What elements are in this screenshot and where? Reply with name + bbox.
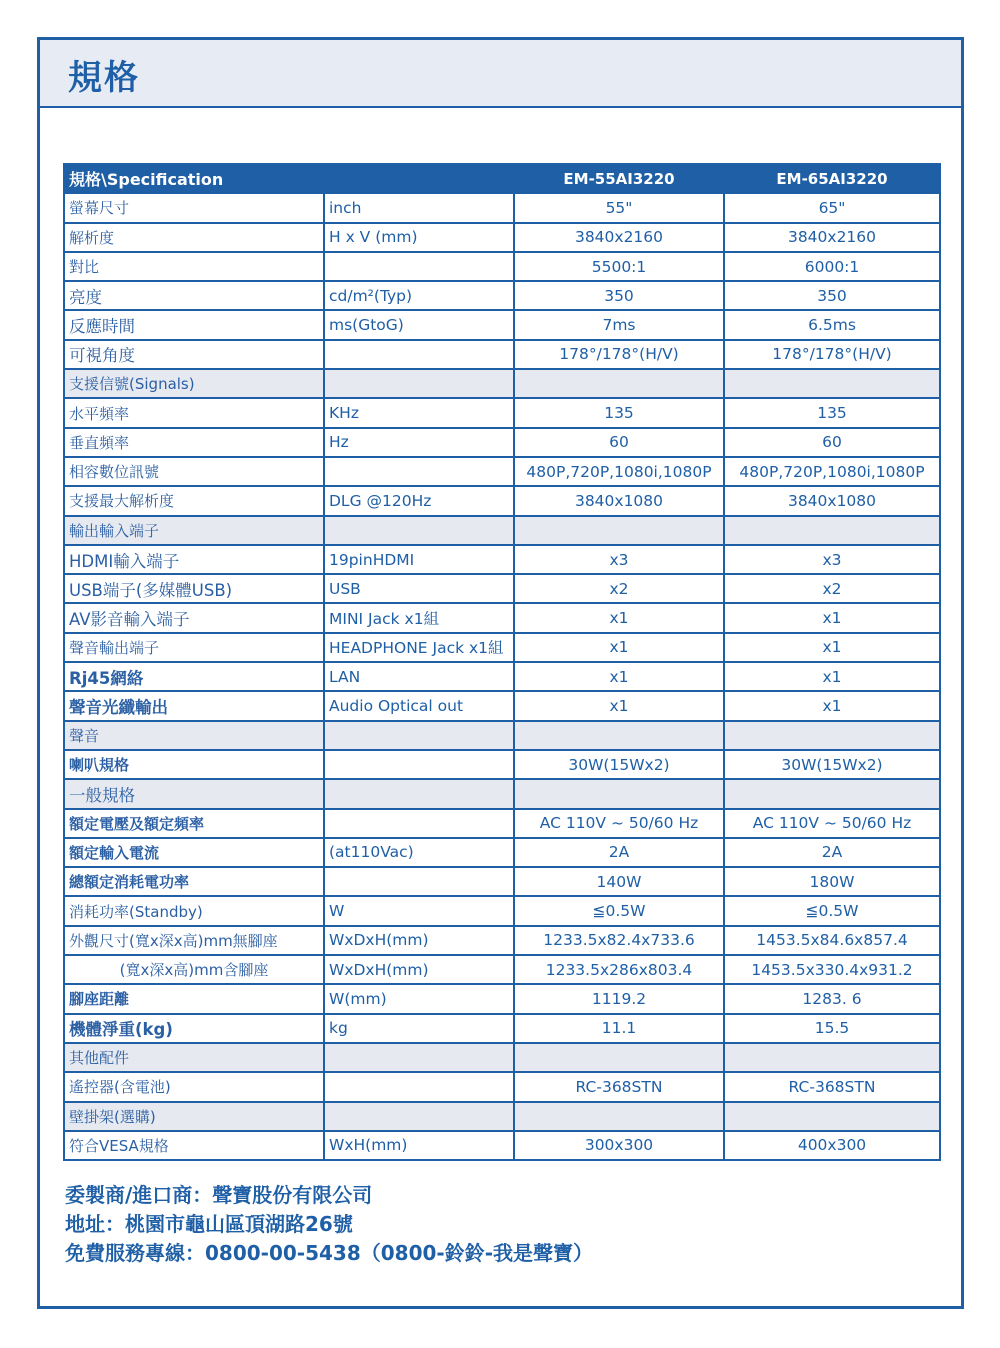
spec-value-65: 180W <box>724 867 940 896</box>
spec-value-65: 480P,720P,1080i,1080P <box>724 457 940 486</box>
spec-unit: WxDxH(mm) <box>324 955 514 984</box>
spec-value-65: 2A <box>724 838 940 867</box>
spec-value-55: AC 110V ~ 50/60 Hz <box>514 809 724 838</box>
table-row <box>64 516 940 545</box>
spec-value-65: 15.5 <box>724 1014 940 1043</box>
spec-unit: W <box>324 896 514 925</box>
spec-value-55: 11.1 <box>514 1014 724 1043</box>
spec-value-65 <box>724 1102 940 1131</box>
spec-value-65: x2 <box>724 574 940 603</box>
spec-unit: H x V (mm) <box>324 223 514 252</box>
spec-label: 消耗功率(Standby) <box>64 896 324 925</box>
spec-value-65: ≦0.5W <box>724 896 940 925</box>
spec-value-55: x1 <box>514 603 724 632</box>
spec-value-65: 350 <box>724 281 940 310</box>
spec-label: 一般規格 <box>64 779 324 808</box>
table-row <box>64 721 940 750</box>
spec-value-55: ≦0.5W <box>514 896 724 925</box>
spec-unit: cd/m²(Typ) <box>324 281 514 310</box>
spec-unit <box>324 369 514 398</box>
spec-value-55: 55" <box>514 193 724 222</box>
spec-label: 遙控器(含電池) <box>64 1072 324 1101</box>
spec-value-65: 3840x2160 <box>724 223 940 252</box>
spec-label: Rj45網絡 <box>64 662 324 691</box>
table-row <box>64 838 940 867</box>
spec-value-65 <box>724 1043 940 1072</box>
spec-label: 聲音輸出端子 <box>64 633 324 662</box>
table-row <box>64 926 940 955</box>
spec-label: 垂直頻率 <box>64 428 324 457</box>
spec-value-55: 30W(15Wx2) <box>514 750 724 779</box>
spec-unit: W(mm) <box>324 984 514 1013</box>
spec-value-65 <box>724 779 940 808</box>
spec-label: 支援最大解析度 <box>64 486 324 515</box>
table-row <box>64 281 940 310</box>
spec-value-55: x2 <box>514 574 724 603</box>
header-model-55: EM-55AI3220 <box>514 164 724 193</box>
spec-unit <box>324 809 514 838</box>
address-line: 地址：桃園市龜山區頂湖路26號 <box>65 1212 353 1236</box>
table-row <box>64 633 940 662</box>
spec-value-65: 178°/178°(H/V) <box>724 340 940 369</box>
spec-value-55: 300x300 <box>514 1131 724 1160</box>
table-row <box>64 310 940 339</box>
spec-value-65: 1283. 6 <box>724 984 940 1013</box>
table-row <box>64 369 940 398</box>
spec-value-55 <box>514 1102 724 1131</box>
spec-unit: (at110Vac) <box>324 838 514 867</box>
spec-value-65: x1 <box>724 603 940 632</box>
header-spec: 規格\Specification <box>64 164 324 193</box>
manufacturer-line: 委製商/進口商：聲寶股份有限公司 <box>65 1183 373 1207</box>
spec-label: 聲音 <box>64 721 324 750</box>
spec-value-55 <box>514 721 724 750</box>
spec-unit <box>324 457 514 486</box>
spec-unit: kg <box>324 1014 514 1043</box>
spec-value-55: 3840x2160 <box>514 223 724 252</box>
table-row <box>64 809 940 838</box>
spec-value-65: x3 <box>724 545 940 574</box>
table-row <box>64 486 940 515</box>
table-row <box>64 984 940 1013</box>
spec-unit: WxH(mm) <box>324 1131 514 1160</box>
table-row <box>64 955 940 984</box>
spec-value-65: 60 <box>724 428 940 457</box>
spec-unit: LAN <box>324 662 514 691</box>
spec-value-55: 350 <box>514 281 724 310</box>
table-row <box>64 428 940 457</box>
spec-label: 壁掛架(選購) <box>64 1102 324 1131</box>
spec-value-55: 135 <box>514 398 724 427</box>
spec-value-55: x1 <box>514 691 724 720</box>
table-row <box>64 252 940 281</box>
spec-label: 輸出輸入端子 <box>64 516 324 545</box>
spec-unit: KHz <box>324 398 514 427</box>
spec-value-55: x1 <box>514 662 724 691</box>
header-model-65: EM-65AI3220 <box>724 164 940 193</box>
spec-value-65: 65" <box>724 193 940 222</box>
spec-unit <box>324 516 514 545</box>
spec-label: AV影音輸入端子 <box>64 603 324 632</box>
spec-label: 反應時間 <box>64 310 324 339</box>
spec-unit <box>324 1072 514 1101</box>
spec-table <box>63 163 941 1161</box>
spec-unit: Audio Optical out <box>324 691 514 720</box>
spec-label: 腳座距離 <box>64 984 324 1013</box>
table-row <box>64 193 940 222</box>
spec-value-55: 7ms <box>514 310 724 339</box>
spec-unit: USB <box>324 574 514 603</box>
table-header-row <box>64 164 940 193</box>
spec-label: 亮度 <box>64 281 324 310</box>
spec-value-55 <box>514 779 724 808</box>
spec-label: 總額定消耗電功率 <box>64 867 324 896</box>
spec-label: 外觀尺寸(寬x深x高)mm無腳座 <box>64 926 324 955</box>
spec-value-65: 3840x1080 <box>724 486 940 515</box>
spec-value-55: RC-368STN <box>514 1072 724 1101</box>
spec-unit <box>324 252 514 281</box>
title-bar <box>40 40 961 108</box>
spec-value-55 <box>514 369 724 398</box>
table-row <box>64 750 940 779</box>
table-row <box>64 1043 940 1072</box>
spec-value-55: 480P,720P,1080i,1080P <box>514 457 724 486</box>
spec-value-65: x1 <box>724 633 940 662</box>
spec-value-65: RC-368STN <box>724 1072 940 1101</box>
spec-label: 相容數位訊號 <box>64 457 324 486</box>
spec-value-65: x1 <box>724 662 940 691</box>
spec-label: 額定電壓及額定頻率 <box>64 809 324 838</box>
spec-value-55: x1 <box>514 633 724 662</box>
manufacturer-info <box>65 1181 593 1268</box>
table-row <box>64 398 940 427</box>
table-row <box>64 603 940 632</box>
spec-label: 機體淨重(kg) <box>64 1014 324 1043</box>
spec-label: 符合VESA規格 <box>64 1131 324 1160</box>
table-row <box>64 457 940 486</box>
spec-value-65: 135 <box>724 398 940 427</box>
table-row <box>64 340 940 369</box>
spec-unit <box>324 779 514 808</box>
spec-label: 支援信號(Signals) <box>64 369 324 398</box>
spec-unit <box>324 340 514 369</box>
table-row <box>64 1072 940 1101</box>
spec-value-65: AC 110V ~ 50/60 Hz <box>724 809 940 838</box>
table-row <box>64 223 940 252</box>
spec-unit <box>324 867 514 896</box>
table-row <box>64 1014 940 1043</box>
spec-value-55: x3 <box>514 545 724 574</box>
spec-label: 其他配件 <box>64 1043 324 1072</box>
spec-unit: inch <box>324 193 514 222</box>
spec-unit <box>324 1043 514 1072</box>
spec-unit <box>324 1102 514 1131</box>
table-row <box>64 545 940 574</box>
service-line: 免費服務專線：0800-00-5438（0800-鈴鈴-我是聲寶） <box>65 1241 594 1265</box>
spec-unit: Hz <box>324 428 514 457</box>
spec-value-65 <box>724 369 940 398</box>
spec-unit: WxDxH(mm) <box>324 926 514 955</box>
spec-unit: HEADPHONE Jack x1組 <box>324 633 514 662</box>
table-row <box>64 896 940 925</box>
spec-unit: 19pinHDMI <box>324 545 514 574</box>
spec-label: 可視角度 <box>64 340 324 369</box>
spec-value-55: 1233.5x286x803.4 <box>514 955 724 984</box>
spec-value-55 <box>514 516 724 545</box>
spec-value-55: 140W <box>514 867 724 896</box>
page-title: 規格 <box>68 58 140 98</box>
table-row <box>64 867 940 896</box>
spec-label: 螢幕尺寸 <box>64 193 324 222</box>
spec-unit: MINI Jack x1組 <box>324 603 514 632</box>
spec-value-65: 6000:1 <box>724 252 940 281</box>
table-row <box>64 1131 940 1160</box>
table-row <box>64 574 940 603</box>
header-unit <box>324 164 514 193</box>
spec-unit: ms(GtoG) <box>324 310 514 339</box>
spec-label: 解析度 <box>64 223 324 252</box>
table-row <box>64 779 940 808</box>
spec-label: 水平頻率 <box>64 398 324 427</box>
spec-value-65: 6.5ms <box>724 310 940 339</box>
spec-value-55: 3840x1080 <box>514 486 724 515</box>
spec-value-55: 60 <box>514 428 724 457</box>
spec-value-65: x1 <box>724 691 940 720</box>
spec-value-55 <box>514 1043 724 1072</box>
spec-value-55: 1119.2 <box>514 984 724 1013</box>
spec-unit <box>324 721 514 750</box>
spec-value-65: 400x300 <box>724 1131 940 1160</box>
spec-label: (寬x深x高)mm含腳座 <box>64 955 324 984</box>
spec-label: 額定輸入電流 <box>64 838 324 867</box>
spec-value-65 <box>724 516 940 545</box>
spec-label: 對比 <box>64 252 324 281</box>
spec-value-55: 2A <box>514 838 724 867</box>
table-row <box>64 691 940 720</box>
spec-value-55: 178°/178°(H/V) <box>514 340 724 369</box>
spec-value-55: 1233.5x82.4x733.6 <box>514 926 724 955</box>
spec-value-65: 30W(15Wx2) <box>724 750 940 779</box>
spec-label: USB端子(多媒體USB) <box>64 574 324 603</box>
spec-label: HDMI輸入端子 <box>64 545 324 574</box>
table-row <box>64 1102 940 1131</box>
spec-label: 喇叭規格 <box>64 750 324 779</box>
spec-value-65 <box>724 721 940 750</box>
spec-value-65: 1453.5x84.6x857.4 <box>724 926 940 955</box>
spec-value-65: 1453.5x330.4x931.2 <box>724 955 940 984</box>
spec-unit: DLG @120Hz <box>324 486 514 515</box>
spec-label: 聲音光纖輸出 <box>64 691 324 720</box>
table-row <box>64 662 940 691</box>
spec-unit <box>324 750 514 779</box>
spec-value-55: 5500:1 <box>514 252 724 281</box>
